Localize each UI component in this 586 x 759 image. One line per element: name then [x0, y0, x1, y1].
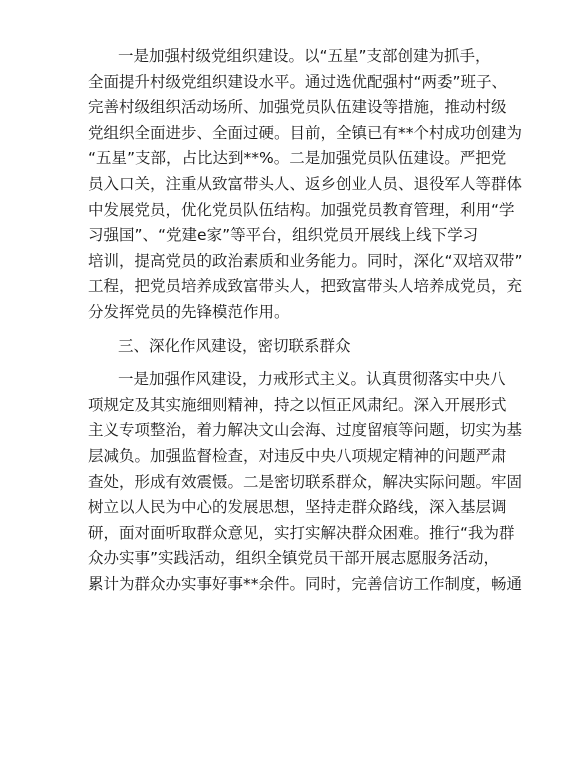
paragraph-line: 主义专项整治，着力解决文山会海、过度留痕等问题，切实为基 — [88, 421, 523, 440]
paragraph-line: 研，面对面听取群众意见，实打实解决群众困难。推行“我为群 — [88, 523, 515, 542]
paragraph-village-party-building — [88, 44, 523, 326]
paragraph-line: 累计为群众办实事好事**余件。同时，完善信访工作制度，畅通 — [88, 574, 523, 593]
paragraph-spacer — [88, 359, 506, 367]
paragraph-spacer — [88, 326, 506, 334]
paragraph-line: 完善村级组织活动场所、加强党员队伍建设等措施，推动村级 — [88, 98, 507, 117]
paragraph-line: 全面提升村级党组织建设水平。通过选优配强村“两委”班子、 — [88, 72, 508, 91]
paragraph-line: 习强国”、“党建e家”等平台，组织党员开展线上线下学习 — [88, 226, 479, 245]
paragraph-line: 树立以人民为中心的发展思想，坚持走群众路线，深入基层调 — [88, 498, 507, 517]
paragraph-line: 工程，把党员培养成致富带头人，把致富带头人培养成党员，充 — [88, 277, 523, 296]
paragraph-line: 党组织全面进步、全面过硬。目前，全镇已有**个村成功创建为 — [88, 123, 523, 142]
paragraph-line: “五星”支部，占比达到**%。二是加强党员队伍建设。严把党 — [88, 149, 507, 168]
section-heading-text: 三、深化作风建设，密切联系群众 — [118, 336, 351, 355]
section-heading — [88, 334, 506, 360]
paragraph-line: 培训，提高党员的政治素质和业务能力。同时，深化“双培双带” — [88, 251, 523, 270]
paragraph-work-style — [88, 367, 523, 597]
document-body — [88, 44, 523, 597]
paragraph-line: 查处，形成有效震慑。二是密切联系群众，解决实际问题。牢固 — [88, 472, 523, 491]
paragraph-line: 层减负。加强监督检查，对违反中央八项规定精神的问题严肃 — [88, 446, 507, 465]
paragraph-line: 众办实事”实践活动，组织全镇党员干部开展志愿服务活动， — [88, 549, 500, 568]
paragraph-line: 一是加强作风建设，力戒形式主义。认真贯彻落实中央八 — [118, 370, 506, 389]
paragraph-line: 分发挥党员的先锋模范作用。 — [88, 302, 290, 321]
paragraph-line: 项规定及其实施细则精神，持之以恒正风肃纪。深入开展形式 — [88, 395, 507, 414]
paragraph-line: 一是加强村级党组织建设。以“五星”支部创建为抓手， — [118, 47, 491, 65]
paragraph-line: 中发展党员，优化党员队伍结构。加强党员教育管理，利用“学 — [88, 200, 515, 219]
paragraph-line: 员入口关，注重从致富带头人、返乡创业人员、退役军人等群体 — [88, 174, 523, 193]
